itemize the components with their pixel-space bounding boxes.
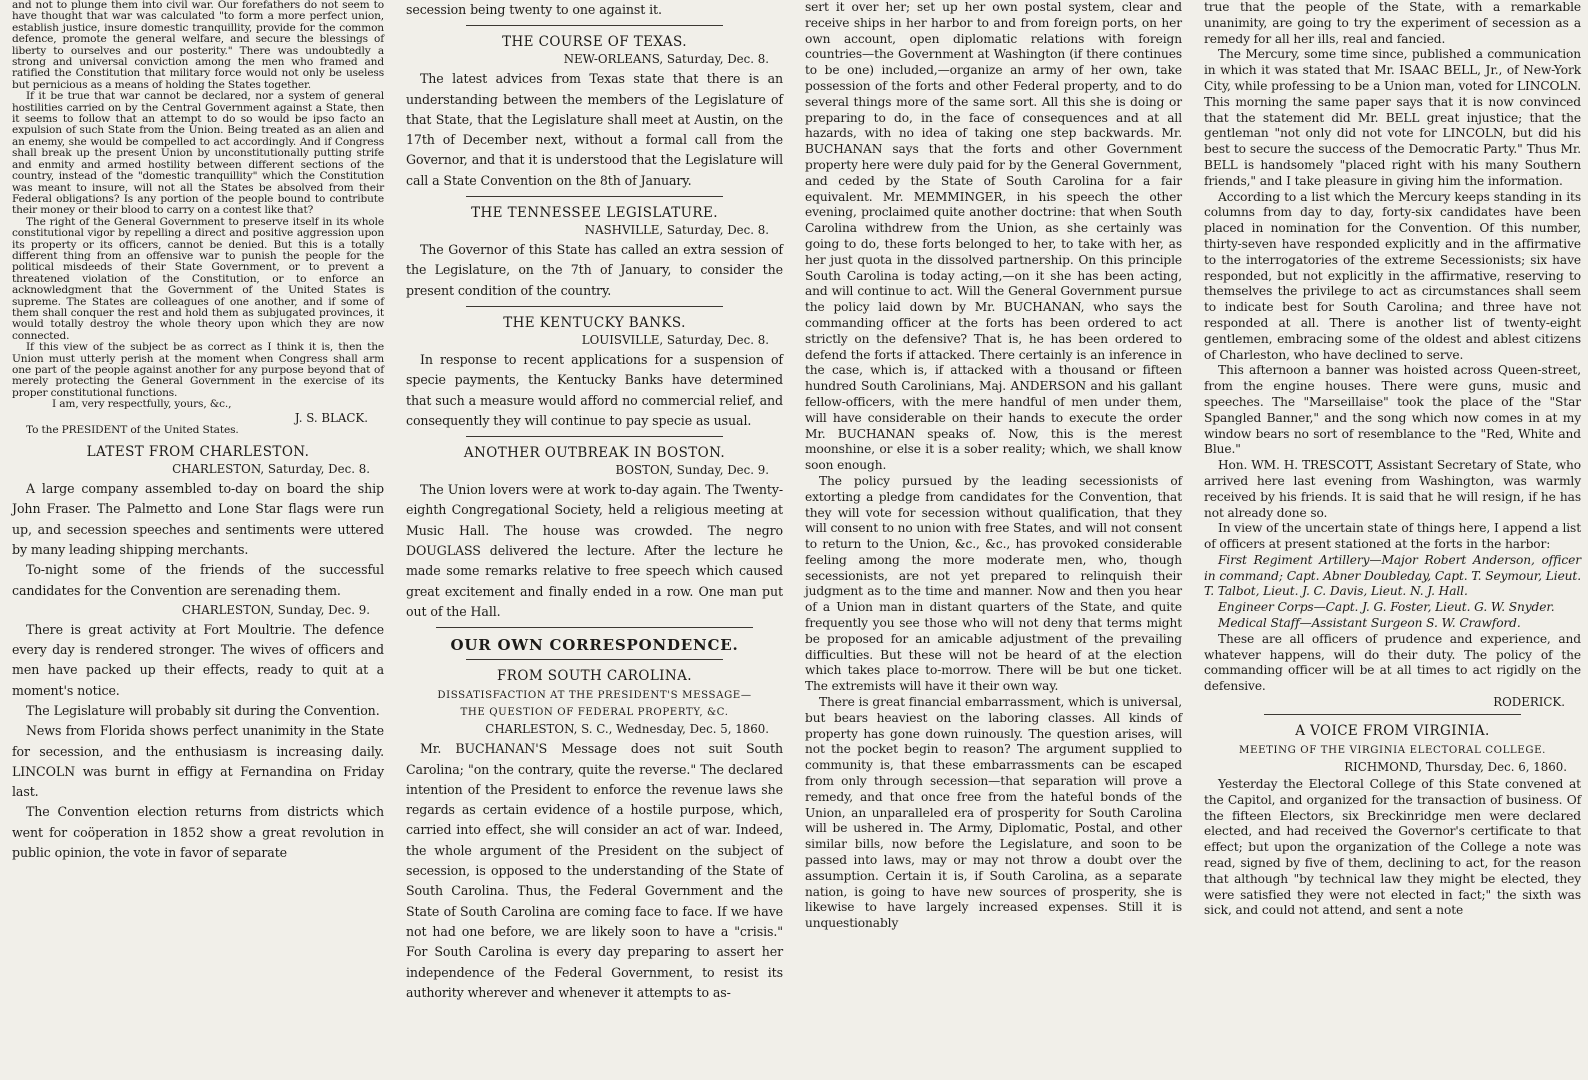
section-headline: FROM SOUTH CAROLINA. [497, 668, 692, 685]
section-headline: OUR OWN CORRESPONDENCE. [450, 636, 739, 655]
paragraph: The right of the General Government to preserve itself in its whole constitutional vigor by repelling a direct and positive aggression upon its property or its officers, cannot be denied. But this is a totally different thing from an offensive war to punish the people for the political misdeeds of their State Government, or to prevent a threatened violation of the Constitution, or to enforce an acknowledgment that the Government of the United States is supreme. The States are colleagues of one another, and if some of them shall conquer the rest and hold them as subjugated provinces, it would totally destroy the whole theory upon which they are now connected. [12, 215, 384, 342]
paragraph: The Mercury, some time since, published a communication in which it was stated that Mr. ISAAC BELL, Jr., of New-York City, while professing to be a Union man, voted for LINCOLN. This morning the same paper says that it is now convinced that the statement did Mr. BELL great injustice; that the gentleman "not only did not vote for LINCOLN, but did his best to secure the success of the Democratic Party." Thus Mr. BELL is handsomely "placed right with his many Southern friends," and I take pleasure in giving him the information. [1204, 47, 1581, 188]
addressee: To the PRESIDENT of the United States. [26, 423, 239, 436]
divider [466, 436, 723, 437]
section-headline: ANOTHER OUTBREAK IN BOSTON. [463, 445, 726, 462]
column-1 [4, 0, 392, 1080]
dateline: LOUISVILLE, Saturday, Dec. 8. [581, 332, 769, 347]
subheadline: DISSATISFACTION AT THE PRESIDENT'S MESSAGE— [437, 690, 752, 702]
divider [466, 306, 723, 307]
paragraph: If it be true that war cannot be declared, nor a system of general hostilities carried on by the Central Government against a State, then it seems to follow that an attempt to do so would be ipso facto an expulsion of such State from the Union. Being treated as an alien and an enemy, she would be compelled to act accordingly. And if Congress shall break up the present Union by unconstitutionally putting strife and enmity and armed hostility between different sections of the country, instead of the "domestic tranquillity" which the Constitution was meant to insure, will not all the States be absolved from their Federal obligations? Is any portion of the people bound to contribute their money or their blood to carry on a contest like that? [12, 90, 384, 217]
column-3 [797, 0, 1190, 1080]
column-2 [398, 0, 791, 1080]
paragraph: The Governor of this State has called an extra session of the Legislature, on the 7th of January, to consider the present condition of the country. [406, 242, 783, 298]
subheadline: THE QUESTION OF FEDERAL PROPERTY, &C. [460, 707, 729, 719]
dateline: BOSTON, Sunday, Dec. 9. [615, 463, 769, 478]
dateline: CHARLESTON, Sunday, Dec. 9. [181, 602, 370, 617]
paragraph: sert it over her; set up her own postal system, clear and receive ships in her harbor to and from foreign ports, on her own account, open diplomatic relations with foreign countries—the Government at Washington (if there continues to be one) included,—organize an army of her own, take possession of the forts and other Federal property, and to do several things more of the same sort. All this she is doing or preparing to do, in the face of consequences and at all hazards, with no idea of taking one step backwards. Mr. BUCHANAN says that the forts and other Government property here were duly paid for by the General Government, and ceded by the State of South Carolina for a fair equivalent. Mr. MEMMINGER, in his speech the other evening, proclaimed quite another doctrine: that when South Carolina withdrew from the Union, as she certainly was going to do, these forts belonged to her, to take with her, as her just quota in the dissolved partnership. On this principle South Carolina is today acting,—on it she has been acting, and will continue to act. Will the General Government pursue the policy laid down by Mr. BUCHANAN, who says the commanding officer at the forts has been ordered to act strictly on the defensive? That is, he has been ordered to defend the forts if attacked. There certainly is an inference in the case, which is, if attacked with a thousand or fifteen hundred South Carolinians, Maj. ANDERSON and his gallant fellow-officers, with the mere handful of men under them, will have considerable on their hands to execute the order Mr. BUCHANAN speaks of. Now, this is the merest moonshine, or else it is a sober reality; which, we shall know soon enough. [805, 0, 1182, 473]
black-letter-continuation [12, 0, 384, 436]
paragraph: These are all officers of prudence and experience, and whatever happens, will do their duty. The policy of the commanding officer will be at all times to act rigidly on the defensive. [1204, 631, 1581, 694]
paragraph: In view of the uncertain state of things here, I append a list of officers at present stationed at the forts in the harbor: [1204, 521, 1581, 552]
paragraph: The latest advices from Texas state that there is an understanding between the members of the Legislature of that State, that the Legislature shall meet at Austin, on the 17th of December next, without a formal call from the Governor, and that it is understood that the Legislature will call a State Convention on the 8th of January. [406, 71, 783, 188]
paragraph: To-night some of the friends of the successful candidates for the Convention are serenading them. [12, 562, 384, 598]
column-4 [1196, 0, 1588, 1080]
paragraph: According to a list which the Mercury keeps standing in its columns from day to day, forty-six candidates have been placed in nomination for the Convention. Of this number, thirty-seven have responded explicitly and in the affirmative to the interrogatories of the extreme Secessionists; six have responded, but not explicitly in the affirmative, reserving to themselves the privilege to act as circumstances shall seem to indicate best for South Carolina; and three have not responded at all. There is another list of twenty-eight gentlemen, embracing some of the oldest and ablest citizens of Charleston, who have declined to serve. [1204, 189, 1581, 362]
section-headline: THE KENTUCKY BANKS. [503, 314, 686, 331]
closing-line: I am, very respectfully, yours, &c., [52, 398, 232, 411]
paragraph: and not to plunge them into civil war. Our forefathers do not seem to have thought that war was calculated "to form a more perfect union, establish justice, insure domestic tranquillity, provide for the common defence, promote the general welfare, and secure the blessings of liberty to ourselves and our posterity." There was undoubtedly a strong and universal conviction among the men who framed and ratified the Constitution that military force would not only be useless but pernicious as a means of holding the States together. [12, 0, 384, 91]
paragraph: In response to recent applications for a suspension of specie payments, the Kentucky Banks have determined that such a measure would afford no commercial relief, and consequently they will continue to pay specie as usual. [406, 351, 783, 428]
paragraph: The Convention election returns from districts which went for coöperation in 1852 show a great revolution in public opinion, the vote in favor of separate [12, 804, 384, 861]
paragraph: The Legislature will probably sit during the Convention. [26, 703, 380, 718]
signature: J. S. BLACK. [294, 410, 368, 425]
section-headline: THE TENNESSEE LEGISLATURE. [471, 205, 718, 222]
dateline: NEW-ORLEANS, Saturday, Dec. 8. [563, 52, 769, 67]
dateline: CHARLESTON, S. C., Wednesday, Dec. 5, 1860. [485, 722, 769, 737]
paragraph: Hon. WM. H. TRESCOTT, Assistant Secretary of State, who arrived here last evening from Washington, was warmly received by his friends. It is said that he will resign, if he has not already done so. [1204, 458, 1581, 520]
paragraph: secession being twenty to one against it. [406, 2, 662, 17]
paragraph: Yesterday the Electoral College of this State convened at the Capitol, and organized for the transaction of business. Of the fifteen Electors, six Breckinridge men were declared elected, and had received the Governor's certificate to that effect; but upon the organization of the College a note was read, signed by five of them, declining to act, for the reason that although "by technical law they might be elected, they were satisfied they were not elected in fact;" the sixth was sick, and could not attend, and sent a note [1204, 777, 1581, 918]
paragraph: News from Florida shows perfect unanimity in the State for secession, and the enthusiasm is increasing daily. LINCOLN was burnt in effigy at Fernandina on Friday last. [12, 723, 384, 800]
section-headline: THE COURSE OF TEXAS. [502, 34, 687, 51]
paragraph: The policy pursued by the leading secessionists of extorting a pledge from candidates for the Convention, that they will vote for secession without qualification, that they will consent to no union with free States, and will not consent to return to the Union, &c., &c., has provoked considerable feeling among the more moderate men, who, though secessionists, are not yet prepared to relinquish their judgment as to the time and manner. Now and then you hear of a Union man in distant quarters of the State, and quite frequently you see those who will not deny that terms might be proposed for an amicable adjustment of the prevailing difficulties. But these will not be heard of at the election which takes place to-morrow. There will be but one ticket. The extremists will have it their own way. [805, 473, 1182, 694]
paragraph: The Union lovers were at work to-day again. The Twenty-eighth Congregational Society, held a religious meeting at Music Hall. The house was crowded. The negro DOUGLASS delivered the lecture. After the lecture he made some remarks relative to free speech which caused great excitement and finally ended in a row. One man put out of the Hall. [406, 482, 783, 619]
divider [466, 196, 723, 197]
dateline: CHARLESTON, Saturday, Dec. 8. [172, 462, 370, 477]
paragraph: true that the people of the State, with a remarkable unanimity, are going to try the experiment of secession as a remedy for all her ills, real and fancied. [1204, 0, 1581, 46]
paragraph: A large company assembled to-day on board the ship John Fraser. The Palmetto and Lone Star flags were run up, and secession speeches and sentiments were uttered by many leading shipping merchants. [12, 481, 384, 557]
paragraph: There is great financial embarrassment, which is universal, but bears heaviest on the laboring classes. All kinds of property has gone down ruinously. The question arises, will not the pocket begin to reason? The argument supplied to community is, that these embarrassments can be escaped from only through secession—that separation will prove a remedy, and that once free from the hateful bonds of the Union, an unparalleled era of prosperity for South Carolina will be ushered in. The Army, Diplomatic, Postal, and other similar bills, now before the Legislature, and soon to be passed into laws, may or may not throw a doubt over the assumption. Certain it is, if South Carolina, as a separate nation, is going to have new sources of prosperity, she is likewise to have largely increased expenses. Still it is unquestionably [805, 695, 1182, 931]
paragraph: There is great activity at Fort Moultrie. The defence every day is rendered stronger. The wives of officers and men have packed up their effects, ready to quit at a moment's notice. [12, 621, 384, 698]
divider [466, 659, 723, 660]
signature: RODERICK. [1493, 695, 1565, 710]
paragraph: If this view of the subject be as correct as I think it is, then the Union must utterly perish at the moment when Congress shall arm one part of the people against another for any purpose beyond that of merely protecting the General Government in the exercise of its proper constitutional functions. [12, 341, 384, 399]
divider [466, 25, 723, 26]
officer-list-item: First Regiment Artillery—Major Robert Anderson, officer in command; Capt. Abner Doubleday, Capt. T. Seymour, Lieut. T. Talbot, Lieut. J. C. Davis, Lieut. N. J. Hall. [1204, 552, 1581, 599]
officer-list-item: Engineer Corps—Capt. J. G. Foster, Lieut. G. W. Snyder. [1218, 600, 1555, 615]
section-headline: A VOICE FROM VIRGINIA. [1295, 723, 1490, 740]
officer-list-item: Medical Staff—Assistant Surgeon S. W. Crawford. [1218, 616, 1521, 631]
paragraph: This afternoon a banner was hoisted across Queen-street, from the engine houses. There were guns, music and speeches. The "Marseillaise" took the place of the "Star Spangled Banner," and the song which now comes in at my window bears no sort of resemblance to the "Red, White and Blue." [1204, 363, 1581, 457]
divider [1264, 714, 1521, 715]
dateline: RICHMOND, Thursday, Dec. 6, 1860. [1344, 760, 1567, 775]
paragraph: Mr. BUCHANAN'S Message does not suit South Carolina; "on the contrary, quite the reverse." The declared intention of the President to enforce the revenue laws she regards as certain evidence of a hostile purpose, which, carried into effect, she will consider an act of war. Indeed, the whole argument of the President on the subject of secession, is opposed to the understanding of the State of South Carolina. Thus, the Federal Government and the State of South Carolina are coming face to face. If we have not had one before, we are likely soon to have a "crisis." For South Carolina is every day preparing to assert her independence of the Federal Government, to resist its authority wherever and whenever it attempts to as- [406, 741, 783, 1000]
dateline: NASHVILLE, Saturday, Dec. 8. [584, 223, 769, 238]
subheadline: MEETING OF THE VIRGINIA ELECTORAL COLLEGE. [1239, 745, 1546, 757]
divider [436, 627, 753, 628]
section-headline: LATEST FROM CHARLESTON. [86, 444, 310, 461]
